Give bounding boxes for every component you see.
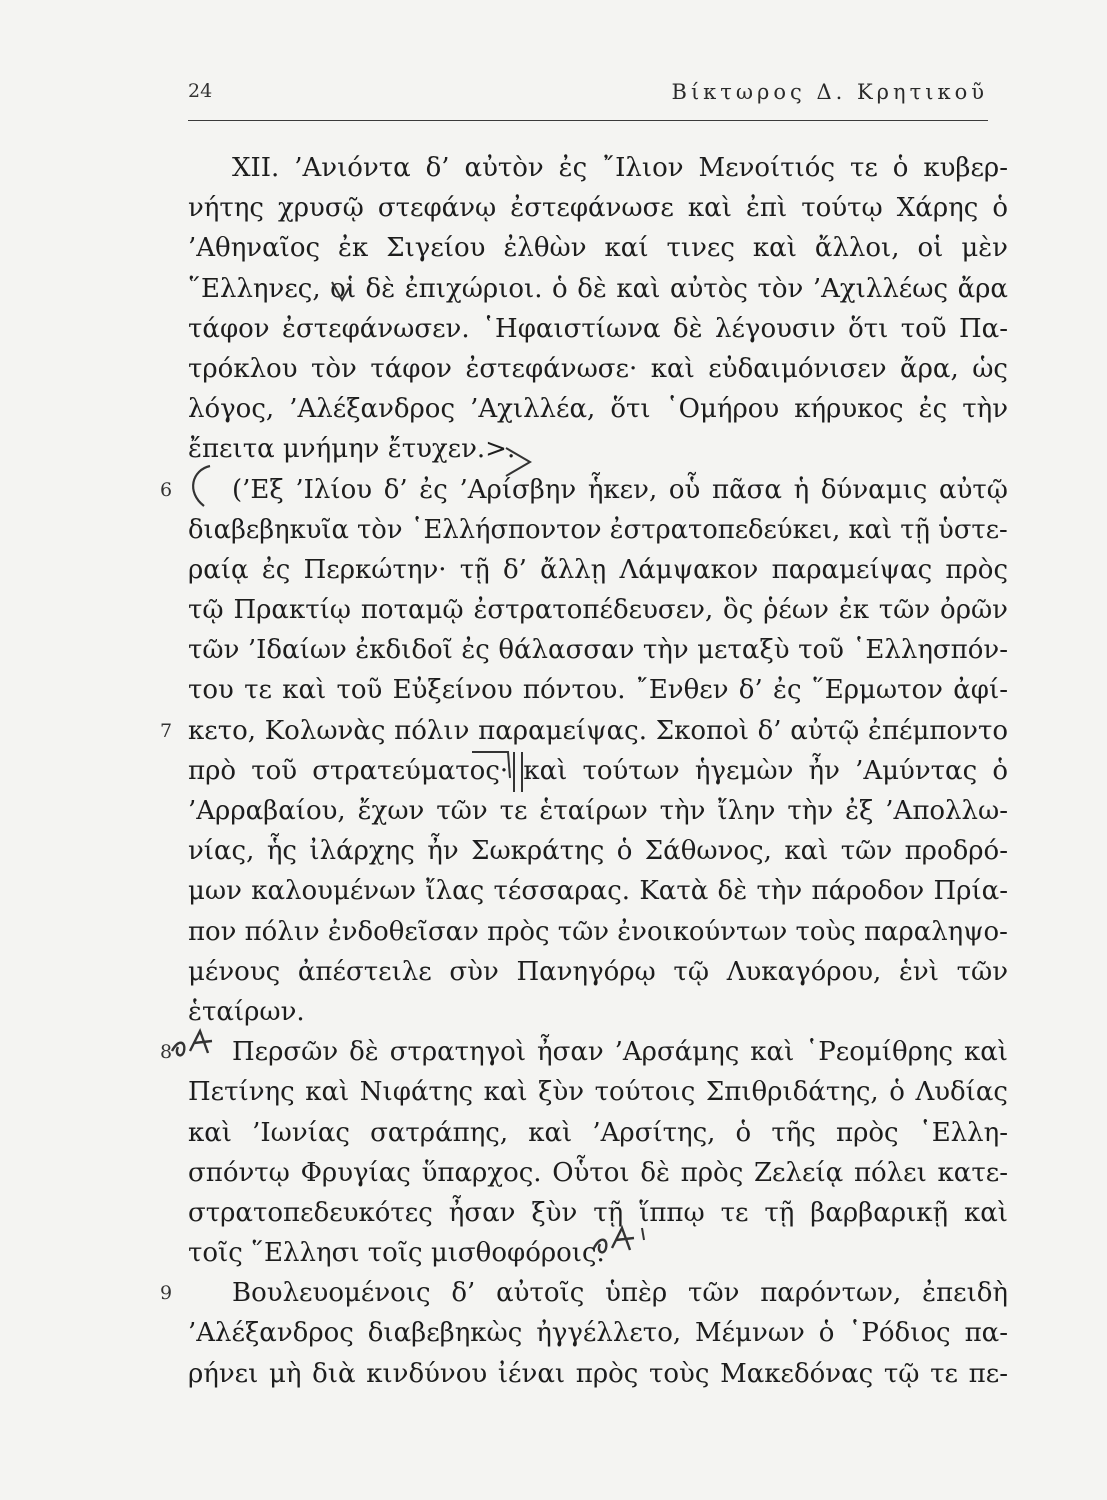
line-text: ’Αρραβαίου, ἔχων τῶν τε ἑταίρων τὴν ἴλην τὴν ἐξ ’Απολλω-	[188, 796, 1008, 826]
line-text: νίας, ἧς ἰλάρχης ἦν Σωκράτης ὁ Σάθωνος, καὶ τῶν προδρό-	[188, 836, 1008, 867]
page-number: 24	[188, 80, 213, 102]
text-line	[188, 389, 1008, 429]
text-line	[188, 1354, 1008, 1394]
text-line	[160, 470, 1008, 510]
text-line	[188, 148, 1008, 188]
line-text: λόγος, ’Αλέξανδρος ’Αχιλλέα, ὅτι ῾Ομήρου κήρυκος ἐς τὴν	[188, 394, 1008, 425]
line-text: Περσῶν δὲ στρατηγοὶ ἦσαν ’Αρσάμης καὶ ῾Ρεομίθρης καὶ	[232, 1037, 1008, 1068]
text-line	[188, 188, 1008, 228]
text-line	[188, 670, 1008, 710]
text-line	[160, 1273, 1008, 1313]
line-text: νήτης χρυσῷ στεφάνῳ ἐστεφάνωσε καὶ ἐπὶ τούτῳ Χάρης ὁ	[188, 193, 1008, 224]
line-text: τοῖς ῞Ελλησι τοῖς μισθοφόροις.	[188, 1238, 605, 1269]
text-line	[188, 590, 1008, 630]
text-line	[188, 349, 1008, 389]
text-line	[188, 952, 1008, 992]
text-line	[188, 429, 1008, 469]
line-text: τάφον ἐστεφάνωσεν. ῾Ηφαιστίωνα δὲ λέγουσιν ὅτι τοῦ Πα-	[188, 313, 1008, 344]
line-text: μων καλουμένων ἴλας τέσσαρας. Κατὰ δὲ τὴν πάροδον Πρία-	[188, 876, 1008, 907]
text-line	[188, 550, 1008, 590]
text-line	[188, 630, 1008, 670]
text-line	[160, 1032, 1008, 1072]
line-text: πρὸ τοῦ στρατεύματος· καὶ τούτων ἡγεμὼν ἦν ’Αμύντας ὁ	[188, 755, 1008, 786]
line-text: ρήνει μὴ διὰ κινδύνου ἰέναι πρὸς τοὺς Μακεδόνας τῷ τε πε-	[188, 1358, 1008, 1389]
line-text: καὶ ’Ιωνίας σατράπης, καὶ ’Αρσίτης, ὁ τῆς πρὸς ῾Ελλη-	[188, 1117, 1008, 1148]
text-line	[188, 1233, 1008, 1273]
line-text: ραίᾳ ἐς Περκώτην· τῇ δ’ ἄλλῃ Λάμψακον παραμείψας πρὸς	[188, 554, 1008, 585]
text-line	[188, 1072, 1008, 1112]
text-line	[160, 711, 1008, 751]
line-text: ἑταίρων.	[188, 996, 305, 1027]
text-line	[188, 871, 1008, 911]
line-text: XII. ’Ανιόντα δ’ αὐτὸν ἐς ῎Ιλιον Μενοίτιός τε ὁ κυβερ-	[232, 153, 1008, 183]
body-text	[160, 148, 1008, 1394]
text-line	[188, 1153, 1008, 1193]
line-text: τρόκλου τὸν τάφον ἐστεφάνωσε· καὶ εὐδαιμόνισεν ἄρα, ὡς	[188, 353, 1008, 384]
text-line	[188, 228, 1008, 268]
line-text: ἔπειτα μνήμην ἔτυχεν.>.	[188, 434, 516, 465]
section-number: 9	[160, 1282, 173, 1305]
text-line	[188, 912, 1008, 952]
line-text: ’Αθηναῖος ἐκ Σιγείου ἐλθὼν καί τινες καὶ ἄλλοι, οἱ μὲν	[188, 233, 1008, 264]
text-line	[188, 1313, 1008, 1353]
text-line	[188, 309, 1008, 349]
line-text: του τε καὶ τοῦ Εὐξείνου πόντου. ῎Ενθεν δ’ ἐς ῞Ερμωτον ἀφί-	[188, 675, 1008, 706]
text-line	[188, 1113, 1008, 1153]
line-text: Βουλευομένοις δ’ αὐτοῖς ὑπὲρ τῶν παρόντων, ἐπειδὴ	[232, 1278, 1008, 1309]
line-text: κετο, Κολωνὰς πόλιν παραμείψας. Σκοποὶ δ’ αὐτῷ ἐπέμποντο	[188, 715, 1008, 746]
line-text: μένους ἀπέστειλε σὺν Πανηγόρῳ τῷ Λυκαγόρου, ἑνὶ τῶν	[188, 956, 1008, 987]
line-text: Πετίνης καὶ Νιφάτης καὶ ξὺν τούτοις Σπιθριδάτης, ὁ Λυδίας	[188, 1077, 1008, 1108]
text-line	[188, 791, 1008, 831]
line-text: διαβεβηκυῖα τὸν ῾Ελλήσποντον ἐστρατοπεδεύκει, καὶ τῇ ὑστε-	[188, 514, 1008, 545]
section-number: 6	[160, 478, 173, 501]
page-header	[188, 70, 988, 121]
line-text: τῷ Πρακτίῳ ποταμῷ ἐστρατοπέδευσεν, ὃς ῥέων ἐκ τῶν ὀρῶν	[188, 595, 1008, 626]
line-text: πον πόλιν ἐνδοθεῖσαν πρὸς τῶν ἐνοικούντων τοὺς παραληψο-	[188, 916, 1008, 947]
line-text: ῞Ελληνες, οἱ δὲ ἐπιχώριοι. ὁ δὲ καὶ αὐτὸς τὸν ’Αχιλλέως ἄρα	[188, 273, 1008, 304]
line-text: σπόντῳ Φρυγίας ὕπαρχος. Οὗτοι δὲ πρὸς Ζελείᾳ πόλει κατε-	[188, 1157, 1008, 1188]
text-line	[188, 992, 1008, 1032]
running-head: Βίκτωρος Δ. Κρητικοῦ	[671, 80, 988, 104]
text-line	[188, 751, 1008, 791]
line-text: στρατοπεδευκότες ἦσαν ξὺν τῇ ἵππῳ τε τῇ βαρβαρικῇ καὶ	[188, 1197, 1008, 1228]
section-number: 8	[160, 1041, 173, 1064]
text-line	[188, 510, 1008, 550]
line-text: ’Αλέξανδρος διαβεβηκὼς ἠγγέλλετο, Μέμνων ὁ ῾Ρόδιος πα-	[188, 1318, 1008, 1349]
section-number: 7	[160, 719, 173, 742]
line-text: τῶν ’Ιδαίων ἐκδιδοῖ ἐς θάλασσαν τὴν μεταξὺ τοῦ ῾Ελλησπόν-	[188, 635, 1008, 666]
text-line	[188, 269, 1008, 309]
line-text: (’Εξ ’Ιλίου δ’ ἐς ’Αρίσβην ἧκεν, οὗ πᾶσα ἡ δύναμις αὐτῷ	[232, 474, 1008, 505]
text-line	[188, 831, 1008, 871]
text-line	[188, 1193, 1008, 1233]
